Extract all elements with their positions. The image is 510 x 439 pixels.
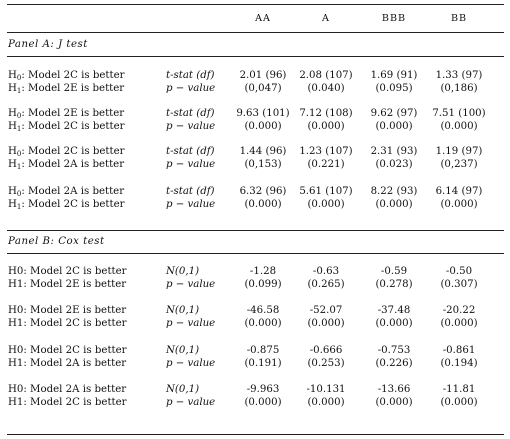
stat-label-text: t-stat (df) (166, 186, 215, 197)
cell-pvalue: (0.000) (440, 318, 478, 329)
cell-pvalue: (0.095) (375, 83, 413, 94)
stat-label: N(0,1) (166, 384, 200, 395)
panel-b-rule (7, 253, 504, 254)
h1-label-text: Model 2E is better (28, 83, 125, 94)
cell-pvalue: (0.265) (307, 279, 345, 290)
cell-value: 9.62 (97) (370, 108, 418, 119)
stat-label (166, 70, 215, 82)
cell-pvalue: (0.226) (375, 358, 413, 369)
cell-value: -0.753 (377, 345, 411, 356)
cell-value: -10.131 (306, 384, 346, 395)
cell-pvalue: (0.000) (307, 121, 345, 132)
cell-value: 1.23 (107) (299, 146, 353, 157)
cell-pvalue: (0.000) (244, 121, 282, 132)
h1-label: H1: Model 2A is better (8, 358, 127, 369)
pvalue-label: p − value (166, 159, 216, 170)
cell-value: 5.61 (107) (299, 186, 353, 197)
h0-label-text: Model 2C is better (28, 146, 125, 157)
h0-label (8, 70, 125, 82)
h1-label (8, 199, 125, 211)
cell-value: -0.50 (445, 266, 473, 277)
cell-value: -13.66 (377, 384, 411, 395)
cell-pvalue: (0.000) (307, 397, 345, 408)
cell-pvalue: (0.221) (307, 159, 345, 170)
h0-label: H0: Model 2A is better (8, 384, 127, 395)
cell-value: -0.861 (442, 345, 476, 356)
cell-pvalue: (0.099) (244, 279, 282, 290)
cell-pvalue: (0.194) (440, 358, 478, 369)
stat-label (166, 186, 215, 198)
stat-label: N(0,1) (166, 266, 200, 277)
h0-label-prefix: $H_0$: (8, 70, 29, 82)
cell-value: 6.32 (96) (239, 186, 287, 197)
cell-pvalue: (0.000) (244, 199, 282, 210)
cell-pvalue: (0.000) (375, 199, 413, 210)
cell-value: -52.07 (309, 305, 343, 316)
column-header: BBB (381, 13, 407, 24)
cell-value: -20.22 (442, 305, 476, 316)
cell-pvalue: (0.000) (244, 397, 282, 408)
cell-value: -0.875 (246, 345, 280, 356)
cell-pvalue: (0.000) (244, 318, 282, 329)
h0-label-prefix: $H_0$: (8, 146, 29, 158)
stat-label: N(0,1) (166, 305, 200, 316)
cell-pvalue: (0.278) (375, 279, 413, 290)
pvalue-label: p − value (166, 397, 216, 408)
cell-value: 9.63 (101) (236, 108, 290, 119)
cell-pvalue: (0.253) (307, 358, 345, 369)
h1-label (8, 159, 124, 171)
cell-pvalue: (0.000) (307, 318, 345, 329)
h1-label-text: Model 2A is better (28, 159, 125, 170)
cell-value: 8.22 (93) (370, 186, 418, 197)
pvalue-label: p − value (166, 279, 216, 290)
pvalue-label: p − value (166, 121, 216, 132)
h1-label (8, 83, 124, 95)
cell-pvalue: (0.000) (375, 397, 413, 408)
cell-value: 1.44 (96) (239, 146, 287, 157)
cell-value: 7.12 (108) (299, 108, 353, 119)
cell-pvalue: (0.000) (375, 318, 413, 329)
h0-label: H0: Model 2C is better (8, 345, 127, 356)
pvalue-label: p − value (166, 83, 216, 94)
h0-label (8, 146, 125, 158)
cell-pvalue: (0.040) (307, 83, 345, 94)
cell-pvalue: (0,186) (440, 83, 478, 94)
h0-label-text: Model 2E is better (28, 108, 125, 119)
h1-label: H1: Model 2C is better (8, 397, 127, 408)
cell-value: -11.81 (442, 384, 476, 395)
cell-value: -1.28 (249, 266, 277, 277)
cell-pvalue: (0.023) (375, 159, 413, 170)
stat-label (166, 108, 215, 120)
cell-pvalue: (0,237) (440, 159, 478, 170)
cell-pvalue: (0.000) (375, 121, 413, 132)
h0-label: H0: Model 2C is better (8, 266, 127, 277)
cell-value: 2.31 (93) (370, 146, 418, 157)
h0-label-text: Model 2A is better (28, 186, 125, 197)
cell-pvalue: (0.191) (244, 358, 282, 369)
cell-pvalue: (0.000) (440, 397, 478, 408)
h1-label (8, 121, 125, 133)
stat-label: N(0,1) (166, 345, 200, 356)
h1-label-prefix: $H_1$: (8, 121, 29, 133)
column-header: BB (450, 13, 468, 24)
h0-label-prefix: $H_0$: (8, 108, 29, 120)
pvalue-label: p − value (166, 199, 216, 210)
cell-value: -0.666 (309, 345, 343, 356)
h0-label (8, 186, 124, 198)
h1-label-text: Model 2C is better (28, 121, 125, 132)
cell-value: -0.59 (380, 266, 408, 277)
cell-value: 1.69 (91) (370, 70, 418, 81)
panel-a-rule (7, 56, 504, 57)
cell-value: -9.963 (246, 384, 280, 395)
stat-label-text: t-stat (df) (166, 146, 215, 157)
h1-label-prefix: $H_1$: (8, 199, 29, 211)
cell-value: 2.08 (107) (299, 70, 353, 81)
bottom-rule (7, 434, 504, 435)
pvalue-label: p − value (166, 318, 216, 329)
cell-pvalue: (0,047) (244, 83, 282, 94)
h0-label-prefix: $H_0$: (8, 186, 29, 198)
stat-label-text: t-stat (df) (166, 70, 215, 81)
panel-b-top-rule (7, 230, 504, 231)
cell-pvalue: (0.307) (440, 279, 478, 290)
cell-pvalue: (0.000) (440, 199, 478, 210)
header-rule (7, 32, 504, 33)
cell-pvalue: (0.000) (440, 121, 478, 132)
cell-value: -46.58 (246, 305, 280, 316)
cell-value: 6.14 (97) (435, 186, 483, 197)
cell-pvalue: (0,153) (244, 159, 282, 170)
stat-label-text: t-stat (df) (166, 108, 215, 119)
h0-label: H0: Model 2E is better (8, 305, 127, 316)
cell-value: -37.48 (377, 305, 411, 316)
cell-value: -0.63 (312, 266, 340, 277)
h1-label: H1: Model 2C is better (8, 318, 127, 329)
cell-value: 2.01 (96) (239, 70, 287, 81)
stat-label (166, 146, 215, 158)
cell-pvalue: (0.000) (307, 199, 345, 210)
h1-label-text: Model 2C is better (28, 199, 125, 210)
panel-a-title: Panel A: J test (8, 39, 88, 50)
cell-value: 1.19 (97) (435, 146, 483, 157)
cell-value: 7.51 (100) (432, 108, 486, 119)
h0-label (8, 108, 124, 120)
h1-label-prefix: $H_1$: (8, 159, 29, 171)
h0-label-text: Model 2C is better (28, 70, 125, 81)
cell-value: 1.33 (97) (435, 70, 483, 81)
pvalue-label: p − value (166, 358, 216, 369)
top-rule (7, 4, 504, 5)
panel-b-title: Panel B: Cox test (8, 236, 105, 247)
column-header: AA (255, 13, 271, 24)
column-header: A (322, 13, 330, 24)
h1-label-prefix: $H_1$: (8, 83, 29, 95)
h1-label: H1: Model 2E is better (8, 279, 127, 290)
